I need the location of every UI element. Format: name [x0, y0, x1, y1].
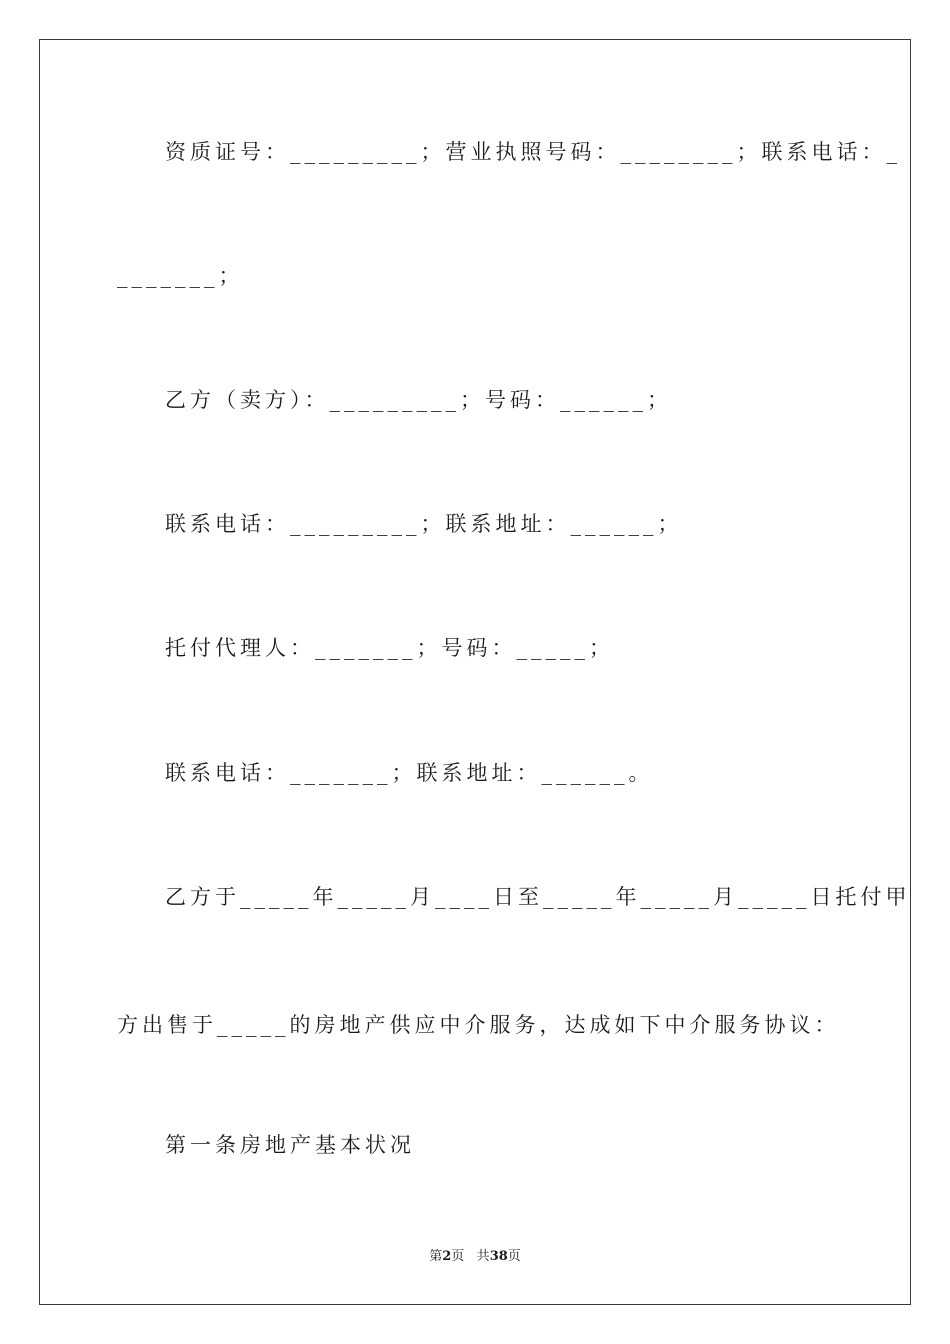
- qualification-license-phone-line: 资质证号：_________；营业执照号码：________；联系电话：_: [165, 140, 901, 164]
- article-one-heading: 第一条房地产基本状况: [165, 1133, 415, 1157]
- phone-continuation-line: _______；: [117, 264, 244, 288]
- footer-page-prefix: 第: [429, 1249, 443, 1264]
- footer-total-suffix: 页: [507, 1249, 521, 1264]
- footer-total-pages: 38: [489, 1249, 508, 1264]
- footer-page-suffix: 页: [451, 1249, 465, 1264]
- commission-purpose-line: 方出售于_____的房地产供应中介服务，达成如下中介服务协议：: [117, 1013, 840, 1037]
- page-footer: [0, 1248, 950, 1266]
- agent-contact-line: 联系电话：_______；联系地址：______。: [165, 761, 654, 785]
- agent-line: 托付代理人：_______；号码：_____；: [165, 636, 614, 660]
- footer-total-prefix: 共: [476, 1249, 490, 1264]
- footer-page-number: 2: [442, 1249, 452, 1264]
- party-b-contact-line: 联系电话：_________；联系地址：______；: [165, 512, 683, 536]
- commission-period-line: 乙方于_____年_____月____日至_____年_____月_____日托付甲: [165, 885, 911, 909]
- page-border: [39, 39, 911, 1305]
- party-b-seller-line: 乙方（卖方）：_________；号码：______；: [165, 388, 672, 412]
